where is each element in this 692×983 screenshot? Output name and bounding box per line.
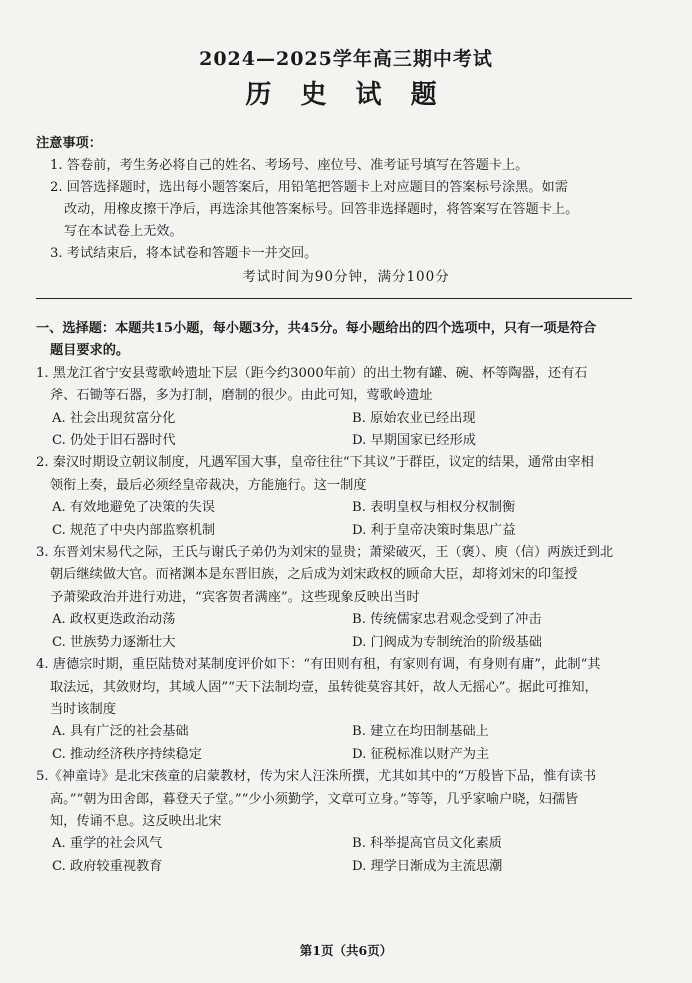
option-a: A. 社会出现贫富分化 [52,410,176,426]
stem-line: 知，传诵不息。这反映出北宋 [50,813,222,829]
options [36,721,636,766]
question-4 [36,654,636,766]
stem-line: 当时该制度 [50,701,116,717]
question-stem [36,452,636,497]
options [36,833,636,878]
options [36,609,636,654]
divider [36,298,632,299]
notice-item-2-cont-2: 写在本试卷上无效。 [64,224,183,239]
stem-line: 朝后继续做大官。而褚渊本是东晋旧族，之后成为刘宋政权的顾命大臣，却将刘宋的印玺授 [50,567,578,583]
stem-line: 领衔上奏，最后必须经皇帝裁决，方能施行。这一制度 [50,477,367,493]
option-b: B. 原始农业已经出现 [352,410,476,426]
stem-line: 1. 黑龙江省宁安县莺歌岭遗址下层（距今约3000年前）的出土物有罐、碗、杯等陶器，还有石 [36,365,588,381]
stem-line: 予萧梁政治并进行劝进，“宾客贺者满座”。这些现象反映出当时 [50,589,420,605]
stem-line: 4. 唐德宗时期，重臣陆贽对某制度评价如下：“有田则有租，有家则有调，有身则有庸”，此制“其 [36,657,601,673]
option-c: C. 仍处于旧石器时代 [52,433,176,449]
option-a: A. 有效地避免了决策的失误 [52,500,215,516]
option-a: A. 具有广泛的社会基础 [52,724,189,740]
question-stem [36,654,636,721]
option-a: A. 重学的社会风气 [52,836,163,852]
notice-heading: 注意事项： [36,136,102,151]
notice-item-2-cont-1: 改动，用橡皮擦干净后，再选涂其他答案标号。回答非选择题时，将答案写在答题卡上。 [64,202,579,217]
subject-title: 历 史 试 题 [245,80,447,110]
notice-block [36,133,656,288]
stem-line: 斧、石锄等石器，多为打制，磨制的很少。由此可知，莺歌岭遗址 [50,388,433,404]
section-heading-line-2: 题目要求的。 [50,343,130,359]
option-c: C. 政府较重视教育 [52,858,163,874]
options [36,497,636,542]
option-b: B. 传统儒家忠君观念受到了冲击 [352,612,542,628]
notice-item-1: 1. 答卷前，考生务必将自己的姓名、考场号、座位号、准考证号填写在答题卡上。 [50,158,529,173]
exam-time: 考试时间为90分钟，满分100分 [242,269,450,285]
section-choice [36,318,636,878]
stem-line: 5.《神童诗》是北宋孩童的启蒙教材，传为宋人汪洙所撰，尤其如其中的“万般皆下品，惟有读书 [36,769,597,785]
option-a: A. 政权更迭政治动荡 [52,612,176,628]
stem-line: 取法远，其敛财均，其域人固”“天下法制均壹，虽转徙莫容其奸，故人无摇心”。据此可推知， [50,679,598,695]
option-c: C. 世族势力逐渐壮大 [52,634,176,650]
options [36,408,636,453]
section-heading-line-1: 一、选择题：本题共15小题，每小题3分，共45分。每小题给出的四个选项中，只有一项是符合 [36,321,597,336]
question-stem [36,363,636,408]
question-1 [36,363,636,453]
option-c: C. 规范了中央内部监察机制 [52,522,216,538]
stem-line: 3. 东晋刘宋易代之际，王氏与谢氏子弟仍为刘宋的显贵；萧梁破灭，王（褒）、庾（信）两族迁到北 [36,545,614,561]
option-d: D. 理学日渐成为主流思潮 [352,858,503,874]
question-stem [36,766,636,833]
option-b: B. 表明皇权与相权分权制衡 [352,500,516,516]
option-b: B. 科举提高官员文化素质 [352,836,502,852]
stem-line: 2. 秦汉时期设立朝议制度，凡遇军国大事，皇帝往往“下其议”于群臣，议定的结果，通常由宰相 [36,455,594,471]
option-b: B. 建立在均田制基础上 [352,724,489,740]
question-stem [36,542,636,609]
option-d: D. 早期国家已经形成 [352,433,476,449]
option-d: D. 征税标准以财产为主 [352,746,490,762]
stem-line: 高。”“朝为田舍郎，暮登天子堂。”“少小须勤学，文章可立身。”等等，几乎家喻户晓，妇孺皆 [50,791,579,807]
option-c: C. 推动经济秩序持续稳定 [52,746,202,762]
notice-item-3: 3. 考试结束后，将本试卷和答题卡一并交回。 [50,246,318,261]
question-5 [36,766,636,878]
page-number: 第1页（共6页） [299,943,393,958]
section-heading [36,318,636,363]
option-d: D. 门阀成为专制统治的阶级基础 [352,634,542,650]
notice-item-2: 2. 回答选择题时，选出每小题答案后，用铅笔把答题卡上对应题目的答案标号涂黑。如需 [50,180,568,195]
option-d: D. 利于皇帝决策时集思广益 [352,522,516,538]
question-2 [36,452,636,542]
question-3 [36,542,636,654]
exam-title: 2024—2025学年高三期中考试 [199,48,493,70]
